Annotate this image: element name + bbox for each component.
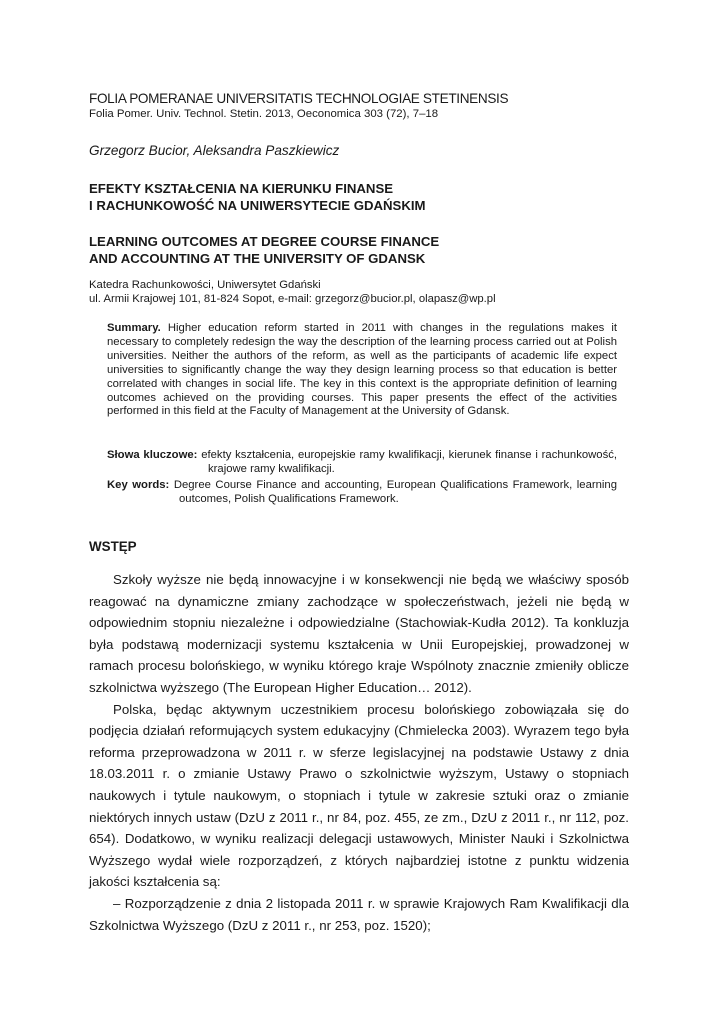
section-body (89, 569, 629, 936)
paragraph: – Rozporządzenie z dnia 2 listopada 2011 r. w sprawie Krajowych Ram Kwalifikacji dla Szkolnictwa Wyższego (DzU z 2011 r., nr 253, poz. 1520); (89, 895, 629, 933)
title-english-line-1: LEARNING OUTCOMES AT DEGREE COURSE FINANCE (89, 234, 440, 249)
summary (107, 322, 617, 419)
title-english (89, 233, 629, 267)
keywords-english-text: Degree Course Finance and accounting, European Qualifications Framework, learning outcomes, Polish Qualifications Framework. (173, 479, 617, 505)
keywords-polish (107, 449, 617, 477)
authors: Grzegorz Bucior, Aleksandra Paszkiewicz (89, 143, 340, 158)
keywords-polish-text: efekty kształcenia, europejskie ramy kwalifikacji, kierunek finanse i rachunkowość, krajowe ramy kwalifikacji. (201, 449, 618, 475)
summary-label: Summary. (107, 322, 161, 334)
affiliation-department: Katedra Rachunkowości, Uniwersytet Gdański (89, 279, 321, 291)
paragraph: Polska, będąc aktywnym uczestnikiem procesu bolońskiego zobowiązała się do podjęcia działań reformujących system edukacyjny (Chmielecka 2003). Wyrazem tego była reforma przeprowadzona w 2011 r. w sferze legislacyjnej na podstawie Ustawy z dnia 18.03.2011 r. o zmianie Ustawy Prawo o szkolnictwie wyższym, Ustawy o stopniach naukowych i tytule naukowym, o stopniach i tytule w zakresie sztuki oraz o zmianie niektórych innych ustaw (DzU z 2011 r., nr 84, poz. 455, ze zm., DzU z 2011 r., nr 112, poz. 654). Dodatkowo, w wyniku realizacji delegacji ustawowych, Minister Nauki i Szkolnictwa Wyższego wydał wiele rozporządzeń, z których najbardziej istotne z punktu widzenia jakości kształcenia są: (89, 701, 629, 890)
title-polish-line-2: I RACHUNKOWOŚĆ NA UNIWERSYTECIE GDAŃSKIM (89, 198, 426, 213)
title-english-line-2: AND ACCOUNTING AT THE UNIVERSITY OF GDANSK (89, 251, 426, 266)
section-heading: WSTĘP (89, 539, 137, 554)
title-polish-line-1: EFEKTY KSZTAŁCENIA NA KIERUNKU FINANSE (89, 181, 394, 196)
affiliation (89, 278, 629, 306)
affiliation-address: ul. Armii Krajowej 101, 81-824 Sopot, e-mail: grzegorz@bucior.pl, olapasz@wp.pl (89, 293, 496, 305)
keywords-english-label: Key words: (107, 479, 170, 491)
keywords-english (107, 479, 617, 507)
keywords-polish-label: Słowa kluczowe: (107, 449, 198, 461)
title-polish (89, 180, 629, 214)
journal-name: FOLIA POMERANAE UNIVERSITATIS TECHNOLOGIAE STETINENSIS (89, 91, 509, 106)
journal-citation: Folia Pomer. Univ. Technol. Stetin. 2013, Oeconomica 303 (72), 7–18 (89, 108, 439, 120)
summary-text: Higher education reform started in 2011 with changes in the regulations makes it necessary to completely redesign the way the description of the learning process carried out at Polish universities. Neither the authors of the reform, as well as the participants of academic life expect universities to significantly change the way they design learning process so that education is better correlated with changes in social life. The key in this context is the appropriate definition of learning outcomes achieved on the providing courses. This paper presents the effect of the activities performed in this field at the Faculty of Management at the University of Gdansk. (107, 322, 617, 418)
paragraph: Szkoły wyższe nie będą innowacyjne i w konsekwencji nie będą we właściwy sposób reagować na dynamiczne zmiany zachodzące w społeczeństwach, jeżeli nie będą w odpowiednim stopniu niezależne i odpowiedzialne (Stachowiak-Kudła 2012). Ta konkluzja była podstawą modernizacji systemu kształcenia w Unii Europejskiej, prowadzonej w ramach procesu bolońskiego, w wyniku którego kraje Wspólnoty znacznie zmieniły oblicze szkolnictwa wyższego (The European Higher Education… 2012). (89, 572, 629, 695)
